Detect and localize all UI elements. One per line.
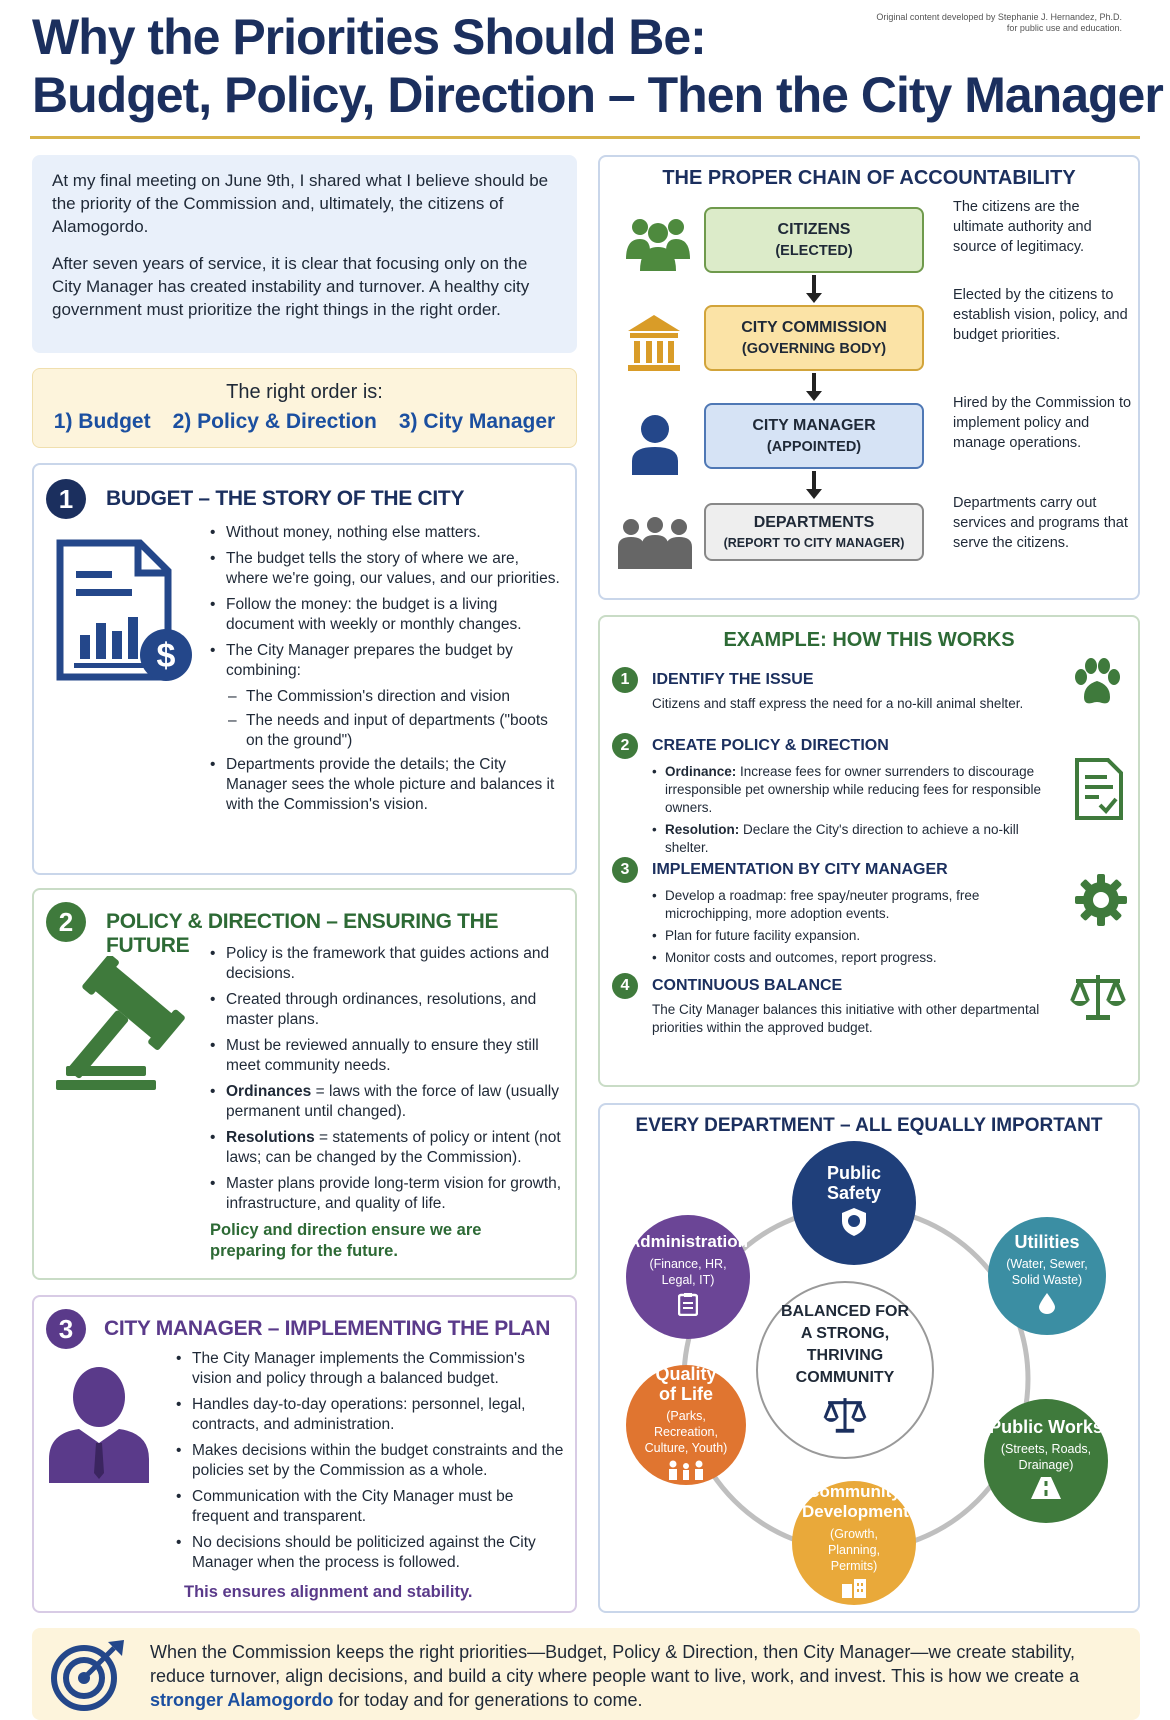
step-title-3: IMPLEMENTATION BY CITY MANAGER — [652, 861, 948, 878]
chain-arrow — [812, 275, 816, 295]
dept-public-works — [984, 1399, 1108, 1523]
person-icon — [630, 413, 680, 480]
chain-arrow — [812, 471, 816, 491]
dept-name: Utilities — [1014, 1232, 1080, 1252]
resolutions-text: = statements of policy or intent (not laws; can be changed by the Commission). — [226, 1129, 561, 1166]
ordinances-text: = laws with the force of law (usually permanent until changed). — [226, 1083, 559, 1120]
step-number-1: 1 — [612, 667, 638, 693]
list-item: • No decisions should be politicized against the City Manager when the process is followed. — [176, 1533, 566, 1573]
chain-desc-departments: Departments carry out services and programs that serve the citizens. — [953, 495, 1128, 551]
policy-bullets — [210, 944, 565, 1220]
chain-desc-citizens: The citizens are the ultimate authority and source of legitimacy. — [953, 199, 1092, 255]
footer-highlight: stronger Alamogordo — [150, 1690, 334, 1710]
list-item: • The City Manager prepares the budget by combining: — [210, 641, 560, 681]
section-number-2: 2 — [46, 902, 86, 942]
list-item — [210, 1082, 565, 1122]
list-item: • Without money, nothing else matters. — [210, 523, 560, 543]
budget-section — [32, 463, 577, 875]
departments-center-label: BALANCED FOR A STRONG, THRIVING COMMUNITY — [781, 1302, 909, 1386]
list-item — [652, 821, 1062, 857]
order-item-budget: 1) Budget — [53, 410, 151, 433]
dept-name: Quality of Life — [655, 1364, 717, 1404]
chain-box-citizens — [704, 207, 924, 273]
resolution-label: Resolution: — [665, 822, 740, 837]
chain-desc-city-commission: Elected by the citizens to establish vision, policy, and budget priorities. — [953, 287, 1128, 343]
footer-text — [150, 1640, 1110, 1712]
person-suit-icon — [44, 1363, 154, 1488]
water-drop-icon — [1039, 1292, 1055, 1320]
intro-paragraph-2: After seven years of service, it is clear that focusing only on the City Manager has created instability and turnover. A healthy city government must prioritize the right things in the right order. — [52, 254, 530, 319]
footer-text-end: for today and for generations to come. — [333, 1690, 643, 1710]
departments-section — [598, 1103, 1140, 1613]
section-number-3: 3 — [46, 1309, 86, 1349]
clipboard-icon — [678, 1292, 698, 1322]
example-how-this-works — [598, 615, 1140, 1087]
chain-box-sublabel: (ELECTED) — [775, 243, 853, 259]
city-manager-section — [32, 1295, 577, 1613]
dept-name: Public Works — [989, 1417, 1103, 1437]
gear-icon — [1074, 873, 1128, 932]
right-order-list — [33, 410, 576, 434]
list-item: • Policy is the framework that guides actions and decisions. — [210, 944, 565, 984]
resolutions-label: Resolutions — [226, 1129, 315, 1146]
list-item: • Must be reviewed annually to ensure they still meet community needs. — [210, 1036, 565, 1076]
dept-community-development — [792, 1481, 916, 1605]
step-text-4: The City Manager balances this initiative with other departmental priorities within the approved budget. — [652, 1002, 1040, 1035]
intro-paragraph-1: At my final meeting on June 9th, I shared what I believe should be the priority of the Commission and, ultimately, the citizens of Alamogordo. — [52, 171, 549, 236]
list-item: • Develop a roadmap: free spay/neuter programs, free microchipping, more adoption events. — [652, 887, 1052, 923]
credit-line-2: for public use and education. — [1006, 23, 1122, 33]
list-item — [210, 1128, 565, 1168]
dept-sub: (Growth, Planning, Permits) — [827, 1527, 881, 1573]
step-text-1: Citizens and staff express the need for a no-kill animal shelter. — [652, 696, 1024, 711]
list-item: • Created through ordinances, resolutions, and master plans. — [210, 990, 565, 1030]
example-title: EXAMPLE: HOW THIS WORKS — [723, 629, 1015, 651]
footer-banner — [32, 1628, 1140, 1720]
list-item: • Master plans provide long-term vision for growth, infrastructure, and quality of life. — [210, 1174, 565, 1214]
list-item: • Communication with the City Manager must be frequent and transparent. — [176, 1487, 566, 1527]
footer-text-main: When the Commission keeps the right priorities—Budget, Policy & Direction, then City Manager—we create stability, reduce turnover, align decisions, and build a city where people want to live, work, and invest. This is how we create a — [150, 1642, 1080, 1686]
list-item: • Departments provide the details; the City Manager sees the whole picture and balances it with the Commission's vision. — [210, 755, 560, 815]
step-title-1: IDENTIFY THE ISSUE — [652, 671, 814, 688]
staff-group-icon — [618, 517, 692, 574]
dept-sub: (Finance, HR, Legal, IT) — [649, 1257, 727, 1287]
budget-section-title: BUDGET – THE STORY OF THE CITY — [106, 487, 465, 510]
title-line-2: Budget, Policy, Direction – Then the City Manager — [32, 67, 1163, 123]
list-item: • Follow the money: the budget is a living document with weekly or monthly changes. — [210, 595, 560, 635]
title-line-1: Why the Priorities Should Be: — [32, 9, 706, 65]
resolution-text: Declare the City's direction to achieve a no-kill shelter. — [665, 822, 1019, 855]
policy-section-title: POLICY & DIRECTION – ENSURING THE FUTURE — [106, 910, 499, 957]
departments-title: EVERY DEPARTMENT – ALL EQUALLY IMPORTANT — [635, 1115, 1103, 1136]
list-item: • The City Manager implements the Commission's vision and policy through a balanced budget. — [176, 1349, 566, 1389]
chain-box-city-commission — [704, 305, 924, 371]
list-item: • Makes decisions within the budget constraints and the policies set by the Commission as a whole. — [176, 1441, 566, 1481]
dept-public-safety — [792, 1141, 916, 1265]
dept-name: Community Development — [802, 1482, 909, 1521]
chain-arrow — [812, 373, 816, 393]
list-item — [652, 763, 1062, 817]
buildings-icon — [841, 1578, 867, 1604]
departments-center — [756, 1281, 934, 1459]
city-manager-section-title: CITY MANAGER – IMPLEMENTING THE PLAN — [104, 1317, 551, 1340]
dept-quality-of-life — [626, 1365, 746, 1485]
checklist-document-icon — [1074, 757, 1124, 826]
budget-document-dollar-icon — [54, 537, 194, 692]
family-icon — [666, 1460, 706, 1486]
svg-text:$: $ — [156, 637, 176, 675]
ordinances-label: Ordinances — [226, 1083, 312, 1100]
target-bullseye-icon — [48, 1638, 126, 1717]
step-title-2: CREATE POLICY & DIRECTION — [652, 737, 889, 754]
order-item-city-manager: 3) City Manager — [398, 410, 556, 433]
balance-scale-icon — [1070, 971, 1126, 1028]
chain-box-departments — [704, 503, 924, 561]
step-title-4: CONTINUOUS BALANCE — [652, 977, 843, 994]
dept-name: Administration — [628, 1232, 748, 1251]
section-number-1: 1 — [46, 479, 86, 519]
right-order-box — [32, 368, 577, 448]
chain-box-sublabel: (APPOINTED) — [766, 439, 862, 455]
chain-box-label: CITIZENS — [777, 221, 851, 238]
order-item-policy: 2) Policy & Direction — [172, 410, 377, 433]
title-divider — [30, 136, 1140, 139]
list-item: • Handles day-to-day operations: personnel, legal, contracts, and administration. — [176, 1395, 566, 1435]
step-text-3 — [652, 887, 1052, 971]
dept-sub: (Parks, Recreation, Culture, Youth) — [644, 1409, 728, 1455]
sub-list-item: – The Commission's direction and vision — [210, 687, 560, 707]
chain-box-label: CITY MANAGER — [752, 417, 876, 434]
ordinance-text: Increase fees for owner surrenders to discourage irresponsible pet ownership while reducing fees for responsible owners. — [665, 764, 1041, 815]
author-credit — [822, 12, 1122, 34]
step-number-4: 4 — [612, 973, 638, 999]
chain-box-label: CITY COMMISSION — [741, 319, 887, 336]
city-manager-bullets — [176, 1349, 566, 1579]
credit-line-1: Original content developed by Stephanie J. Hernandez, Ph.D. — [876, 12, 1122, 22]
dept-sub: (Water, Sewer, Solid Waste) — [1006, 1257, 1088, 1287]
step-text-2 — [652, 763, 1062, 861]
chain-desc-city-manager: Hired by the Commission to implement policy and manage operations. — [953, 395, 1132, 451]
dept-sub: (Streets, Roads, Drainage) — [1000, 1442, 1092, 1472]
list-item: • Plan for future facility expansion. — [652, 927, 1052, 945]
city-manager-closing: This ensures alignment and stability. — [184, 1583, 473, 1601]
policy-closing: Policy and direction ensure we are preparing for the future. — [210, 1221, 482, 1260]
step-number-3: 3 — [612, 857, 638, 883]
ordinance-label: Ordinance: — [665, 764, 737, 779]
dept-administration — [626, 1215, 750, 1339]
gavel-icon — [52, 956, 202, 1101]
dept-utilities — [988, 1217, 1106, 1335]
chain-box-sublabel: (REPORT TO CITY MANAGER) — [723, 536, 905, 550]
chain-of-accountability — [598, 155, 1140, 600]
chain-box-label: DEPARTMENTS — [753, 514, 875, 531]
road-icon — [1031, 1477, 1061, 1505]
balance-scale-icon — [820, 1395, 870, 1440]
chain-title: THE PROPER CHAIN OF ACCOUNTABILITY — [662, 167, 1076, 189]
sub-list-item: – The needs and input of departments ("boots on the ground") — [210, 711, 560, 751]
people-group-icon — [626, 215, 690, 276]
dept-name: Public Safety — [826, 1163, 882, 1203]
paw-print-icon — [1072, 657, 1122, 712]
list-item: • The budget tells the story of where we are, where we're going, our values, and our priorities. — [210, 549, 560, 589]
list-item: • Monitor costs and outcomes, report progress. — [652, 949, 1052, 967]
chain-box-sublabel: (GOVERNING BODY) — [741, 341, 887, 357]
intro-box — [32, 155, 577, 353]
right-order-title: The right order is: — [226, 381, 383, 403]
policy-section — [32, 888, 577, 1280]
step-number-2: 2 — [612, 733, 638, 759]
budget-bullets — [210, 523, 560, 821]
government-building-icon — [626, 313, 682, 378]
chain-box-city-manager — [704, 403, 924, 469]
police-badge-icon — [840, 1207, 868, 1243]
